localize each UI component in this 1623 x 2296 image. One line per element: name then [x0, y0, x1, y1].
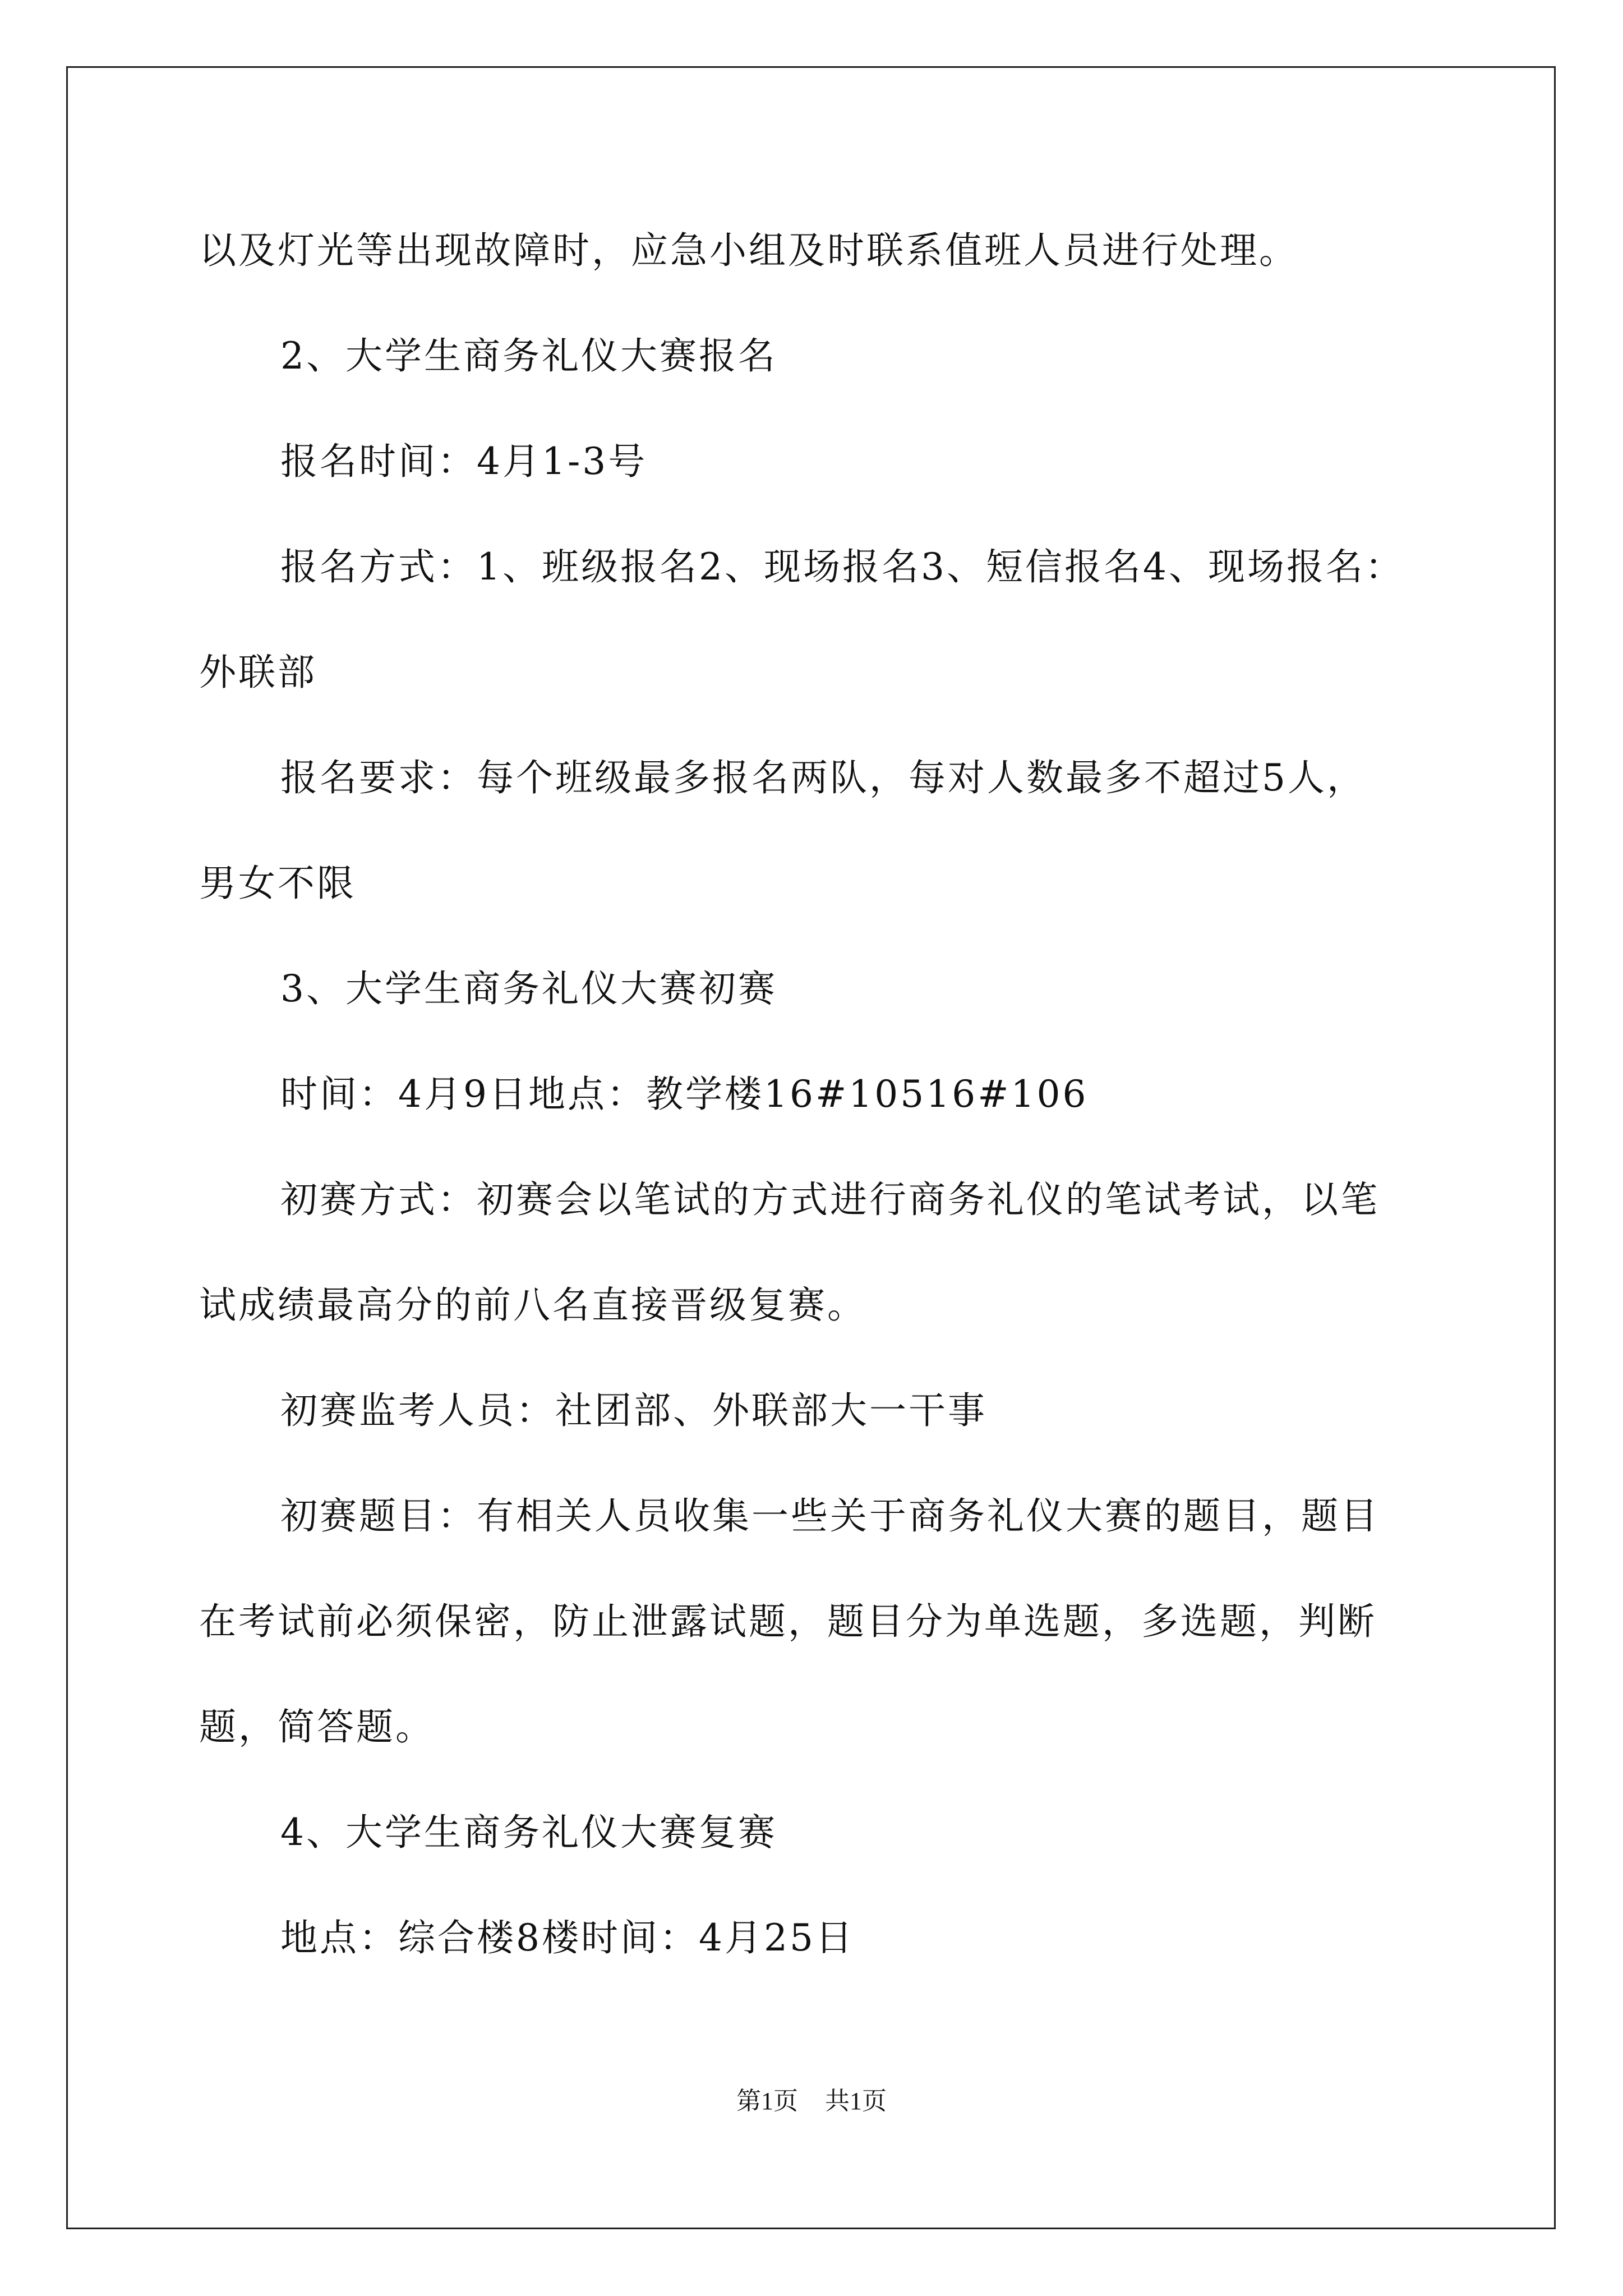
section-heading: 3、大学生商务礼仪大赛初赛 [280, 967, 777, 1010]
page-border [66, 66, 1556, 2229]
page-number: 第1页 [736, 2087, 798, 2115]
body-line: 题，简答题。 [199, 1705, 435, 1749]
body-line: 时间：4月9日地点：教学楼16#10516#106 [280, 1073, 1089, 1116]
body-line: 初赛题目：有相关人员收集一些关于商务礼仪大赛的题目，题目 [280, 1494, 1380, 1538]
body-line: 报名要求：每个班级最多报名两队，每对人数最多不超过5人， [280, 756, 1366, 799]
section-heading: 2、大学生商务礼仪大赛报名 [280, 334, 777, 378]
body-line: 初赛方式：初赛会以笔试的方式进行商务礼仪的笔试考试，以笔 [280, 1178, 1380, 1221]
body-line: 初赛监考人员：社团部、外联部大一干事 [280, 1389, 987, 1432]
page-total: 共1页 [825, 2087, 887, 2115]
body-line: 报名时间：4月1-3号 [280, 440, 648, 483]
body-line: 在考试前必须保密，防止泄露试题，题目分为单选题，多选题，判断 [199, 1600, 1377, 1643]
body-line: 地点：综合楼8楼时间：4月25日 [280, 1916, 855, 1959]
body-line: 报名方式：1、班级报名2、现场报名3、短信报名4、现场报名： [280, 545, 1404, 588]
body-line: 外联部 [199, 651, 317, 694]
body-line: 试成绩最高分的前八名直接晋级复赛。 [199, 1283, 866, 1327]
body-line: 男女不限 [199, 862, 356, 905]
body-line: 以及灯光等出现故障时，应急小组及时联系值班人员进行处理。 [199, 229, 1298, 272]
section-heading: 4、大学生商务礼仪大赛复赛 [280, 1811, 777, 1854]
page-footer [0, 2086, 1623, 2117]
